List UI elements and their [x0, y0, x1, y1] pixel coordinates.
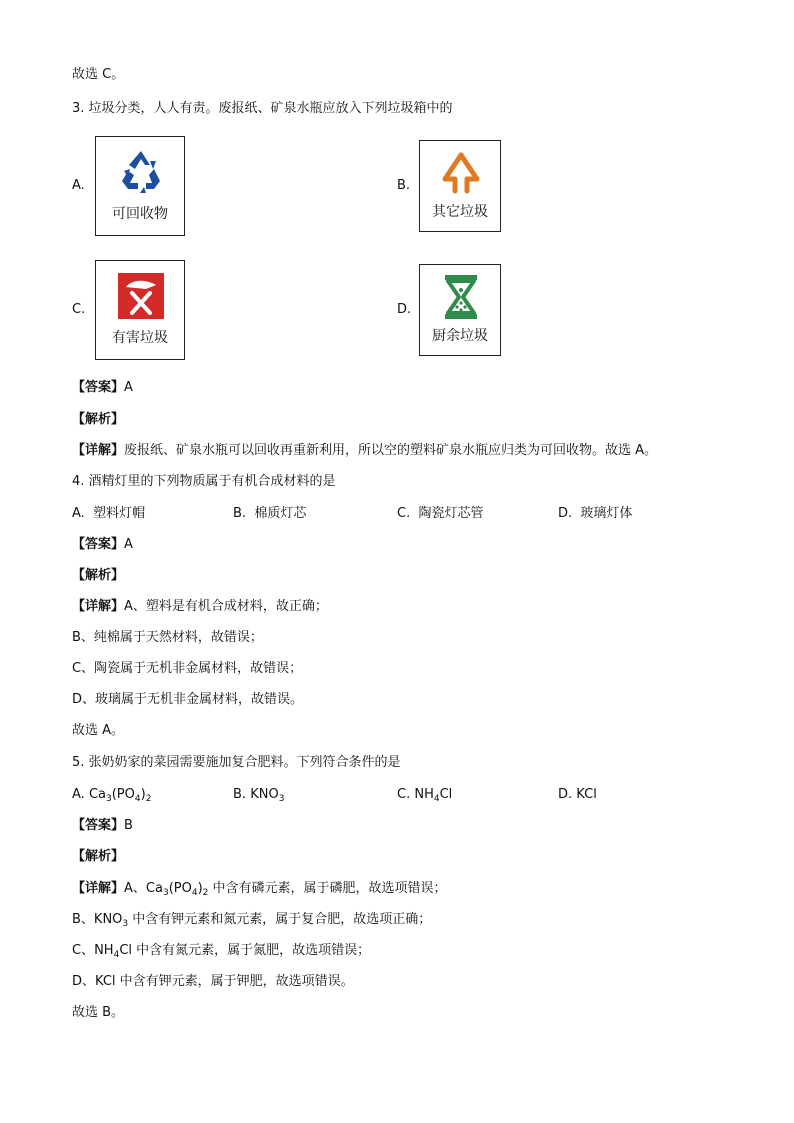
q5-detail-b-sub: 3	[122, 919, 129, 929]
q5-detail-c-text: Cl 中含有氮元素，属于氮肥，故选项错误；	[119, 943, 371, 958]
q5-answer-tag: 【答案】	[72, 818, 125, 833]
q4-option-b-letter: B.	[233, 506, 247, 521]
q5-option-a-formula-1: Ca	[88, 787, 106, 802]
q5-option-b-letter: B.	[233, 787, 247, 802]
q4-detail-a	[72, 598, 328, 616]
q3-detail-text: 废报纸、矿泉水瓶可以回收再重新利用，所以空的塑料矿泉水瓶应归类为可回收物。故选 A。	[124, 443, 658, 458]
q5-detail-c	[72, 942, 370, 964]
q5-option-d-letter: D.	[558, 787, 573, 802]
q4-option-a-letter: A.	[72, 506, 85, 521]
q5-detail-a	[72, 880, 447, 902]
q5-option-b-formula: KNO	[250, 787, 279, 802]
q5-option-c-formula-1: NH	[414, 787, 434, 802]
previous-conclusion: 故选 C。	[72, 67, 125, 82]
q5-answer	[72, 817, 133, 835]
other-waste-icon	[439, 151, 483, 195]
q4-answer-tag: 【答案】	[72, 537, 125, 552]
q4-option-c-letter: C.	[397, 506, 411, 521]
q5-detail-b-formula: B、KNO	[72, 912, 123, 927]
question-3-stem: 3. 垃圾分类，人人有责。废报纸、矿泉水瓶应放入下列垃圾箱中的	[72, 101, 453, 116]
q5-option-c[interactable]	[397, 786, 452, 808]
q4-option-b[interactable]	[233, 505, 306, 523]
q5-detail-a-formula-1: A、Ca	[124, 881, 163, 896]
q3-option-b-card[interactable]	[419, 140, 501, 232]
q3-answer-tag: 【答案】	[72, 380, 125, 395]
q3-option-a-letter: A.	[72, 178, 85, 193]
q3-option-c-letter: C.	[72, 302, 86, 317]
q3-option-b-caption: 其它垃圾	[432, 204, 488, 220]
q5-detail-tag: 【详解】	[72, 881, 125, 896]
q5-option-c-letter: C.	[397, 787, 411, 802]
q5-option-a-sub-2: 4	[134, 794, 141, 804]
q4-option-d-text: 玻璃灯体	[580, 506, 633, 521]
q3-answer-value: A	[124, 380, 133, 395]
q3-option-c-caption: 有害垃圾	[112, 330, 168, 346]
q5-option-a-formula-3: )	[140, 787, 146, 802]
q5-option-c-formula-2: Cl	[439, 787, 453, 802]
recycle-icon	[116, 147, 166, 197]
q4-option-d[interactable]	[558, 505, 632, 523]
q4-option-d-letter: D.	[558, 506, 573, 521]
q5-option-a-sub-3: 2	[145, 794, 152, 804]
q3-option-c-card[interactable]	[95, 260, 185, 360]
q3-option-a-card[interactable]	[95, 136, 185, 236]
q4-option-a[interactable]	[72, 505, 145, 523]
q5-detail-d: D、KCl 中含有钾元素，属于钾肥，故选项错误。	[72, 974, 354, 989]
q3-option-b-letter: B.	[397, 178, 411, 193]
q4-detail-d: D、玻璃属于无机非金属材料，故错误。	[72, 692, 304, 707]
q3-answer	[72, 379, 133, 397]
kitchen-waste-icon	[439, 273, 483, 321]
q4-detail-a-text: A、塑料是有机合成材料，故正确；	[124, 599, 328, 614]
q4-option-c[interactable]	[397, 505, 484, 523]
q5-option-b-sub: 3	[278, 794, 285, 804]
q3-option-d-letter: D.	[397, 302, 412, 317]
q5-detail-a-sub-1: 3	[162, 888, 169, 898]
q5-option-b[interactable]	[233, 786, 284, 808]
q5-detail-a-sub-2: 4	[191, 888, 198, 898]
q4-option-b-text: 棉质灯芯	[254, 506, 307, 521]
q4-analysis-heading: 【解析】	[72, 568, 125, 583]
q4-detail-b: B、纯棉属于天然材料，故错误；	[72, 630, 263, 645]
q5-analysis-heading: 【解析】	[72, 849, 125, 864]
q4-answer-value: A	[124, 537, 133, 552]
q4-option-a-text: 塑料灯帽	[93, 506, 146, 521]
question-5-stem: 5. 张奶奶家的菜园需要施加复合肥料。下列符合条件的是	[72, 755, 401, 770]
q3-option-d-caption: 厨余垃圾	[432, 328, 488, 344]
q4-answer	[72, 536, 133, 554]
q5-answer-value: B	[124, 818, 133, 833]
q5-option-a-letter: A.	[72, 787, 85, 802]
q5-detail-b-text: 中含有钾元素和氮元素，属于复合肥，故选项正确；	[128, 912, 432, 927]
q3-detail	[72, 442, 657, 460]
q5-option-d[interactable]	[558, 786, 597, 804]
q5-detail-b	[72, 911, 431, 933]
q3-option-a-caption: 可回收物	[112, 206, 168, 222]
q5-detail-a-formula-3: )	[197, 881, 203, 896]
q5-option-d-formula: KCl	[576, 787, 597, 802]
q3-analysis-heading: 【解析】	[72, 412, 125, 427]
q4-conclusion: 故选 A。	[72, 723, 125, 738]
q4-detail-c: C、陶瓷属于无机非金属材料，故错误；	[72, 661, 303, 676]
q3-detail-tag: 【详解】	[72, 443, 125, 458]
q5-option-c-sub: 4	[433, 794, 440, 804]
q5-detail-a-formula-2: (PO	[168, 881, 192, 896]
q4-detail-tag: 【详解】	[72, 599, 125, 614]
q5-detail-c-formula: C、NH	[72, 943, 114, 958]
q5-detail-a-text: 中含有磷元素，属于磷肥，故选项错误；	[208, 881, 447, 896]
hazardous-waste-icon	[116, 271, 166, 321]
q5-option-a-sub-1: 3	[105, 794, 112, 804]
q5-detail-c-sub: 4	[113, 950, 120, 960]
q3-option-d-card[interactable]	[419, 264, 501, 356]
q5-option-a[interactable]	[72, 786, 151, 808]
q4-option-c-text: 陶瓷灯芯管	[418, 506, 484, 521]
q5-option-a-formula-2: (PO	[111, 787, 135, 802]
q5-detail-a-sub-3: 2	[202, 888, 209, 898]
question-4-stem: 4. 酒精灯里的下列物质属于有机合成材料的是	[72, 474, 336, 489]
q5-conclusion: 故选 B。	[72, 1005, 125, 1020]
